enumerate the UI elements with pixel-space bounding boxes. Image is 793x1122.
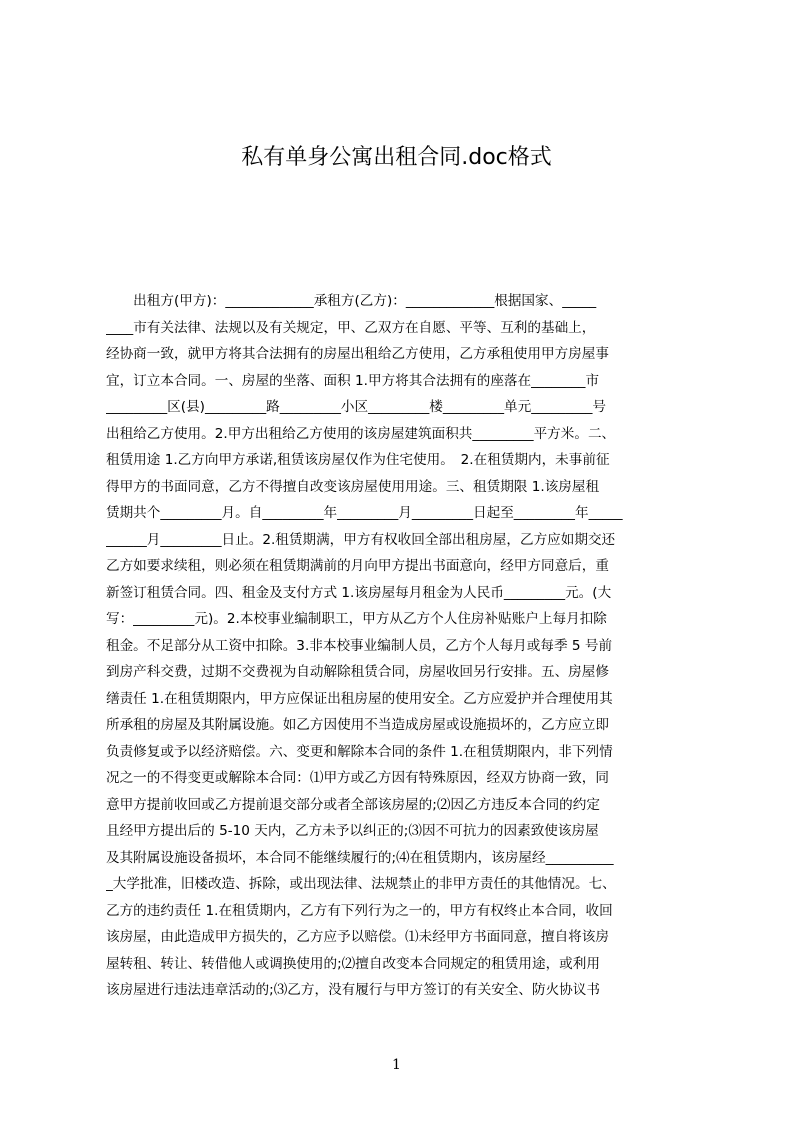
text-line: 到房产科交费，过期不交费视为自动解除租赁合同，房屋收回另行安排。五、房屋修 (106, 664, 609, 680)
text-line: 宜，订立本合同。一、房屋的坐落、面积 1.甲方将其合法拥有的座落在________市 (106, 372, 600, 389)
text-line: 该房屋进行违法违章活动的;⑶乙方，没有履行与甲方签订的有关安全、防火协议书 (106, 982, 600, 998)
text-line: ______月_________日止。2.租赁期满，甲方有权收回全部出租房屋，乙方应如期交还 (106, 531, 616, 548)
document-title: 私有单身公寓出租合同.doc格式 (241, 145, 552, 170)
text-line: 缮责任 1.在租赁期限内，甲方应保证出租房屋的使用安全。乙方应爱护并合理使用其 (106, 690, 613, 707)
text-line: _________区(县)_________路_________小区_________楼_________单元_________号 (106, 399, 606, 415)
text-line: 经协商一致，就甲方将其合法拥有的房屋出租给乙方使用，乙方承租使用甲方房屋事 (106, 346, 609, 362)
page-number: 1 (392, 1057, 401, 1073)
text-line: 所承租的房屋及其附属设施。如乙方因使用不当造成房屋或设施损坏的，乙方应立即 (106, 717, 609, 733)
text-line: 得甲方的书面同意，乙方不得擅自改变该房屋使用用途。三、租赁期限 1.该房屋租 (106, 478, 600, 495)
text-line: 写：_________元)。2.本校事业编制职工，甲方从乙方个人住房补贴账户上每月扣除 (106, 611, 607, 627)
text-line: 租赁用途 1.乙方向甲方承诺,租赁该房屋仅作为住宅使用。 2.在租赁期内，未事前征 (106, 452, 610, 468)
contract-body (106, 288, 698, 1028)
text-line: 屋转租、转让、转借他人或调换使用的;⑵擅自改变本合同规定的租赁用途，或利用 (106, 955, 600, 972)
text-line: 及其附属设施设备损坏，本合同不能继续履行的;⑷在租赁期内，该房屋经__________ (106, 849, 614, 866)
text-line: 乙方的违约责任 1.在租赁期内，乙方有下列行为之一的，甲方有权终止本合同，收回 (106, 902, 613, 919)
text-line: ____市有关法律、法规以及有关规定，甲、乙双方在自愿、平等、互利的基础上， (106, 319, 596, 336)
text-line: 且经甲方提出后的 5-10 天内，乙方未予以纠正的;⑶因不可抗力的因素致使该房屋 (106, 823, 599, 839)
text-line: 租金。不足部分从工资中扣除。3.非本校事业编制人员，乙方个人每月或每季 5 号前 (106, 637, 613, 654)
text-line: 新签订租赁合同。四、租金及支付方式 1.该房屋每月租金为人民币_________元。(大 (106, 584, 612, 601)
text-line: 意甲方提前收回或乙方提前退交部分或者全部该房屋的;⑵因乙方违反本合同的约定 (106, 796, 600, 813)
text-line: 赁期共个_________月。自_________年_________月_________日起至_________年_____ (106, 505, 623, 521)
text-line: 该房屋，由此造成甲方损失的，乙方应予以赔偿。⑴未经甲方书面同意，擅自将该房 (106, 929, 609, 945)
text-line: 出租方(甲方)：_____________承租方(乙方)：_____________根据国家、_____ (106, 293, 597, 309)
text-line: _大学批准，旧楼改造、拆除，或出现法律、法规禁止的非甲方责任的其他情况。七、 (106, 876, 616, 892)
text-line: 负责修复或予以经济赔偿。六、变更和解除本合同的条件 1.在租赁期限内，非下列情 (106, 743, 613, 760)
text-line: 乙方如要求续租，则必须在租赁期满前的月向甲方提出书面意向，经甲方同意后，重 (106, 558, 609, 574)
text-line: 况之一的不得变更或解除本合同：⑴甲方或乙方因有特殊原因，经双方协商一致，同 (106, 770, 609, 786)
text-line: 出租给乙方使用。2.甲方出租给乙方使用的该房屋建筑面积共_________平方米。二、 (106, 425, 616, 442)
